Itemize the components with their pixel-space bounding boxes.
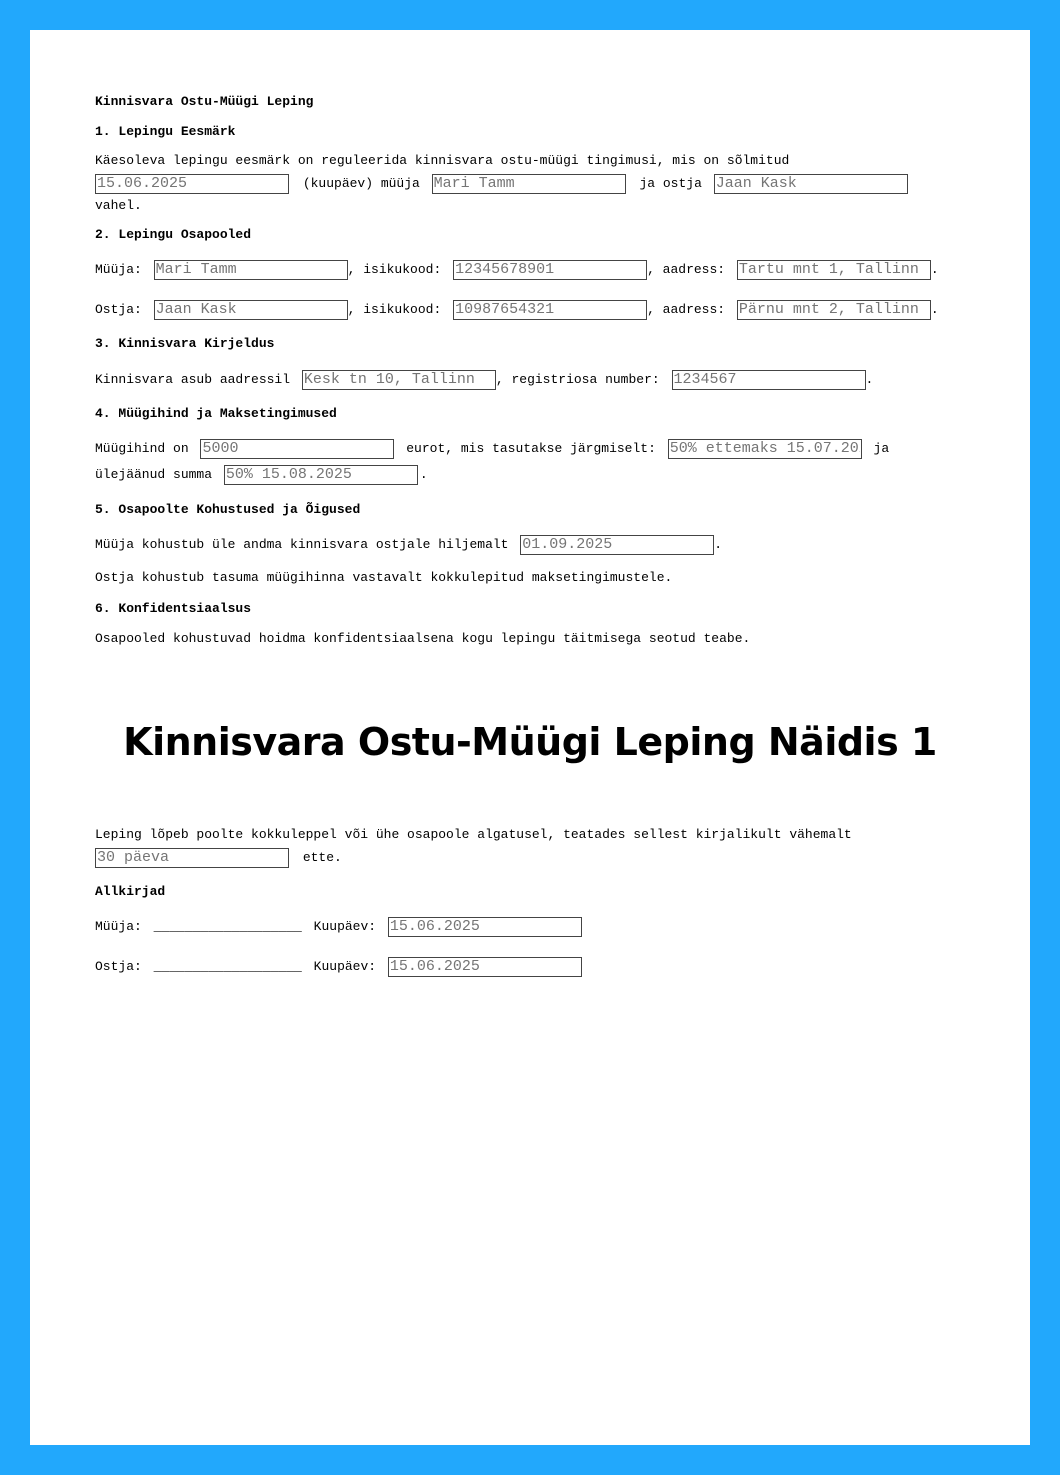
section4-heading: 4. Müügihind ja Maksetingimused [95, 406, 337, 421]
seller-signature-date-input[interactable] [388, 917, 582, 937]
date-suffix-text: (kuupäev) müüja [302, 176, 420, 191]
document-page [30, 30, 1030, 1445]
seller-duty-line [95, 533, 722, 557]
buyer-idcode-label: , isikukood: [347, 302, 442, 317]
and-text: ja [873, 441, 890, 456]
section1-fields-line [95, 172, 908, 196]
section3-heading: 3. Kinnisvara Kirjeldus [95, 336, 275, 351]
buyer-signature-label: Ostja: [95, 959, 142, 974]
property-line [95, 368, 873, 392]
seller-idcode-input[interactable] [453, 260, 647, 280]
section1-heading: 1. Lepingu Eesmärk [95, 124, 236, 139]
buyer-address-input[interactable] [737, 300, 931, 320]
buyer-label: Ostja: [95, 302, 142, 317]
period: . [865, 372, 874, 387]
period: . [419, 467, 428, 482]
buyer-address-label: , aadress: [647, 302, 726, 317]
section1-text: Käesoleva lepingu eesmärk on reguleerida kinnisvara ostu-müügi tingimusi, mis on sõlmitud [95, 153, 790, 168]
seller-signature-line [95, 915, 582, 939]
second-payment-input[interactable] [224, 465, 418, 485]
buyer-signature-line [95, 955, 582, 979]
seller-duty-text: Müüja kohustub üle andma kinnisvara ostjale hiljemalt [95, 537, 509, 552]
seller-signature-label: Müüja: [95, 919, 142, 934]
seller-date-label: Kuupäev: [313, 919, 377, 934]
period: . [714, 537, 723, 552]
buyer-name-input[interactable] [154, 300, 348, 320]
section5-heading: 5. Osapoolte Kohustused ja Õigused [95, 502, 361, 517]
banner-title: Kinnisvara Ostu-Müügi Leping Näidis 1 [123, 720, 937, 764]
termination-end-text: ette. [302, 850, 342, 865]
seller-idcode-label: , isikukood: [347, 262, 442, 277]
buyer-party-line [95, 298, 939, 322]
section1-end-text: vahel. [95, 198, 142, 213]
seller-label: Müüja: [95, 262, 142, 277]
registry-label: , registriosa number: [495, 372, 660, 387]
buyer-signature-date-input[interactable] [388, 957, 582, 977]
seller-party-line [95, 258, 939, 282]
seller-signature-blank: ___________________ [153, 919, 302, 934]
buyer-idcode-input[interactable] [453, 300, 647, 320]
signatures-heading: Allkirjad [95, 884, 166, 899]
remaining-line [95, 463, 428, 487]
document-title: Kinnisvara Ostu-Müügi Leping [95, 94, 314, 109]
termination-fields-line [95, 846, 342, 870]
notice-period-input[interactable] [95, 848, 289, 868]
first-payment-input[interactable] [668, 439, 862, 459]
price-line [95, 437, 889, 461]
price-input[interactable] [200, 439, 394, 459]
seller-name-input[interactable] [154, 260, 348, 280]
property-address-input[interactable] [302, 370, 496, 390]
section1-buyer-input[interactable] [714, 174, 908, 194]
termination-text: Leping lõpeb poolte kokkuleppel või ühe osapoole algatusel, teatades sellest kirjalikult vähemalt [95, 827, 852, 842]
property-address-label: Kinnisvara asub aadressil [95, 372, 291, 387]
seller-address-label: , aadress: [647, 262, 726, 277]
contract-date-input[interactable] [95, 174, 289, 194]
confidentiality-text: Osapooled kohustuvad hoidma konfidentsiaalsena kogu lepingu täitmisega seotud teabe. [95, 631, 751, 646]
buyer-duty-text: Ostja kohustub tasuma müügihinna vastavalt kokkulepitud maksetingimustele. [95, 570, 673, 585]
registry-number-input[interactable] [672, 370, 866, 390]
remaining-label: ülejäänud summa [95, 467, 213, 482]
payment-label: eurot, mis tasutakse järgmiselt: [406, 441, 656, 456]
buyer-prefix-text: ja ostja [639, 176, 702, 191]
handover-date-input[interactable] [520, 535, 714, 555]
section6-heading: 6. Konfidentsiaalsus [95, 601, 252, 616]
buyer-signature-blank: ___________________ [153, 959, 302, 974]
price-label: Müügihind on [95, 441, 189, 456]
buyer-date-label: Kuupäev: [313, 959, 377, 974]
section2-heading: 2. Lepingu Osapooled [95, 227, 252, 242]
seller-address-input[interactable] [737, 260, 931, 280]
period: . [930, 262, 939, 277]
period: . [930, 302, 939, 317]
section1-seller-input[interactable] [432, 174, 626, 194]
